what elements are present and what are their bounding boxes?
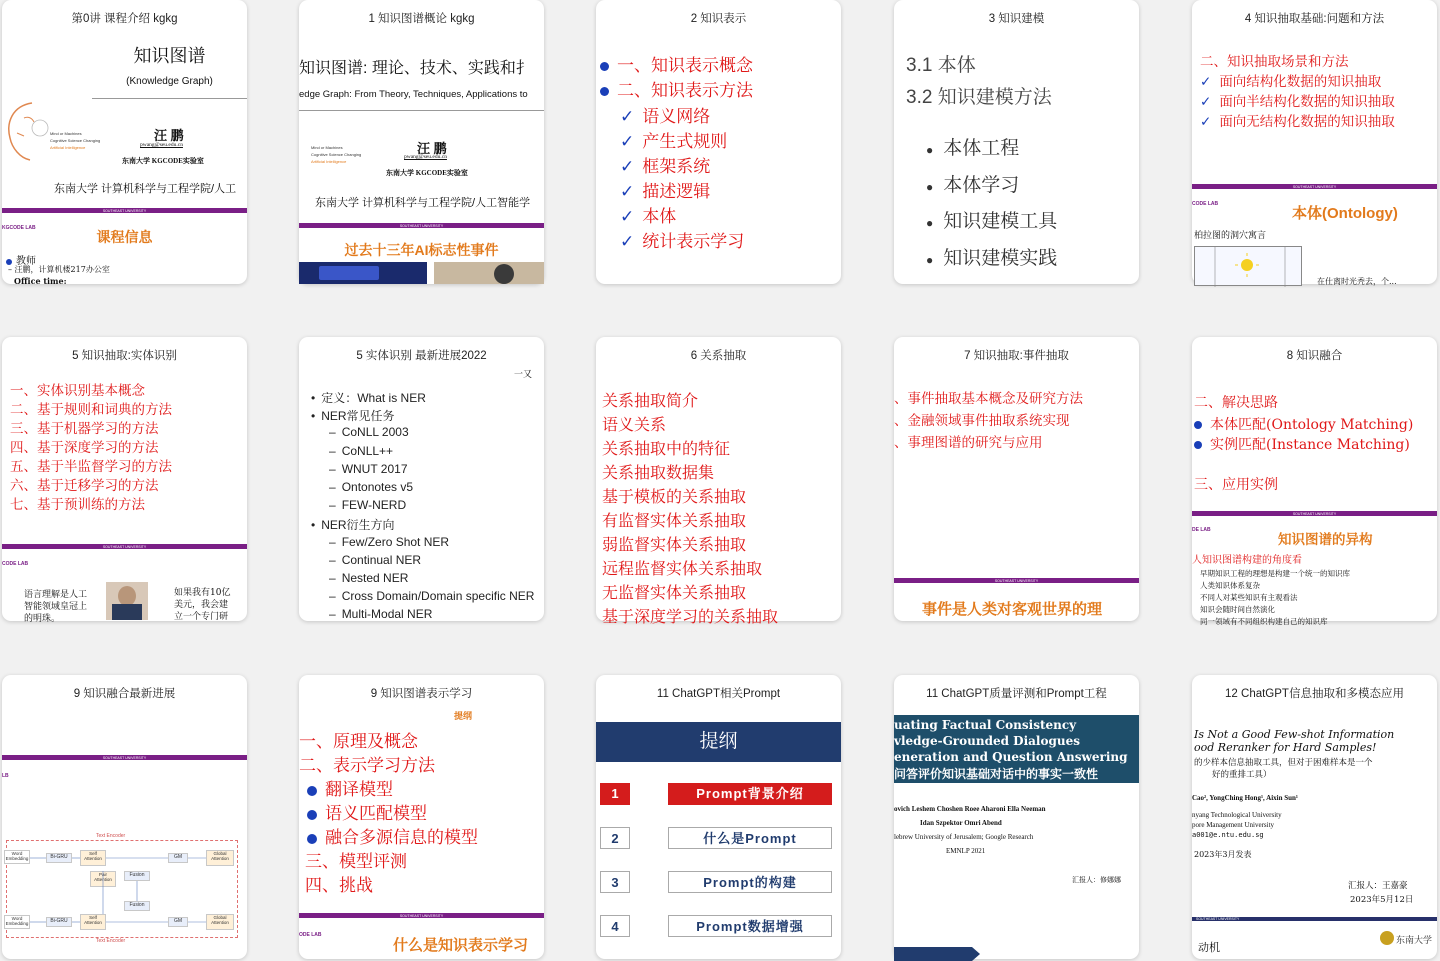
bullet-icon: [600, 62, 609, 71]
bullet-icon: –: [329, 589, 336, 604]
paper-title-cn-1: 的少样本信息抽取工具，但对于困难样本是一个: [1194, 758, 1373, 768]
bullet-text: 定义：What is NER: [321, 391, 426, 405]
card-title: 12 ChatGPT信息抽取和多模态应用: [1225, 688, 1404, 700]
slide-card-11[interactable]: [299, 675, 544, 959]
university-seal-icon: [1380, 931, 1394, 945]
slide-card-9[interactable]: [1192, 337, 1437, 626]
card-title: 4 知识抽取基础:问题和方法: [1244, 13, 1385, 25]
publish-date: 2023年3月发表: [1194, 850, 1252, 859]
bigru-box: Bi-GRU: [46, 853, 72, 863]
univ-label: SOUTHEAST UNIVERSITY: [1292, 185, 1337, 189]
bullet-4: ● 知识建模实践: [926, 248, 1058, 269]
bullet-item: [311, 407, 395, 424]
univ-label: SOUTHEAST UNIVERSITY: [1196, 917, 1240, 921]
check-icon: ✓: [620, 157, 635, 177]
side-text-1: Mind or Machines: [311, 145, 343, 150]
slide-card-0[interactable]: [2, 0, 247, 284]
card-title: 1 知识图谱概论 kgkg: [368, 13, 475, 25]
slide-card-2[interactable]: [596, 0, 841, 284]
sub-item-5: ✓ 本体: [620, 207, 677, 227]
check-icon: ✓: [620, 232, 635, 252]
outline-number: 1: [600, 783, 630, 805]
bullet-text: NER衍生方向: [321, 518, 395, 533]
self-attention-box: Self Attention: [80, 850, 106, 866]
bullet-text: Multi-Modal NER: [341, 607, 433, 622]
item-8: 远程监督实体关系抽取: [602, 559, 763, 578]
affil-1: nyang Technological University: [1192, 811, 1282, 819]
slide-card-6[interactable]: [299, 337, 544, 621]
bullet-icon: –: [329, 552, 336, 567]
item-1: 一、实体识别基本概念: [10, 383, 145, 399]
item-1: ✓ 面向结构化数据的知识抽取: [1200, 74, 1382, 90]
divider: [92, 98, 247, 99]
section-title: 什么是知识表示学习: [393, 937, 529, 954]
paper-venue: EMNLP 2021: [946, 847, 986, 855]
banner-line-3: eneration and Question Answering: [894, 750, 1128, 764]
quote-right-3: 立一个专门研: [174, 612, 229, 622]
banner-line-4: 问答评价知识基础对话中的事实一致性: [894, 767, 1099, 781]
paper-authors: Cao², YongChing Hong¹, Aixin Sun¹: [1192, 794, 1299, 802]
card-title: 9 知识图谱表示学习: [370, 688, 473, 700]
side-text-1: Mind or Machines: [50, 131, 82, 136]
bullet-icon: –: [329, 571, 336, 585]
sub-item-2: 语义匹配模型: [307, 799, 427, 824]
check-icon: ✓: [620, 182, 635, 202]
reporter: 汇报人：王嘉豪: [1348, 881, 1408, 891]
paper-authors: ovich Leshem Choshen Roee Aharoni Ella Neeman: [894, 805, 1046, 813]
outline-label: Prompt的构建: [668, 871, 832, 893]
section-title: 知识图谱的异构: [1278, 532, 1373, 547]
divider: [299, 110, 544, 111]
side-text-3: Artificial Intelligence: [50, 145, 86, 150]
global-attention-box: Global Attention: [206, 850, 234, 866]
check-icon: ✓: [620, 207, 635, 227]
self-attention-box-2: Self Attention: [80, 914, 106, 930]
bullet-icon: ●: [926, 180, 934, 194]
sub-item-3: ✓ 框架系统: [620, 157, 711, 177]
paper-title-1: Is Not a Good Few-shot Information: [1194, 728, 1395, 741]
item-10: 基于深度学习的关系抽取: [602, 607, 779, 626]
item-4: 四、挑战: [305, 876, 373, 896]
slide-card-4[interactable]: [1192, 0, 1437, 284]
slide-card-13[interactable]: [894, 675, 1139, 959]
affil-2: pore Management University: [1192, 821, 1275, 829]
title-banner: [894, 715, 1139, 783]
slide-thumbnail: [1192, 365, 1437, 626]
item-3: 三、基于机器学习的方法: [10, 421, 159, 437]
lab-label: CODE LAB: [1192, 201, 1219, 207]
paper-title-2: ood Reranker for Hard Samples!: [1194, 741, 1377, 754]
item-2: [600, 76, 753, 101]
bullet-icon: –: [329, 461, 336, 476]
check-icon: ✓: [1200, 94, 1212, 110]
arrow-connectors: [2, 840, 242, 940]
org-name: 东南大学 计算机科学与工程学院/人工智能学: [315, 197, 531, 209]
card-title: 3 知识建模: [988, 13, 1045, 25]
univ-label: SOUTHEAST UNIVERSITY: [102, 209, 147, 213]
corner-text: 提纲: [454, 711, 473, 721]
note: 在仕离时光秃去，个...: [1317, 277, 1397, 286]
card-title: 9 知识融合最新进展: [73, 688, 176, 700]
slide-card-8[interactable]: [894, 337, 1139, 621]
sub-item-1: 翻译模型: [307, 775, 393, 800]
teacher-line-text: 汪鹏，计算机楼217办公室: [14, 265, 110, 274]
pair-attention-box: Pair Attention: [90, 871, 116, 887]
bullet-1: ● 本体工程: [926, 138, 1020, 159]
univ-label: SOUTHEAST UNIVERSITY: [1292, 512, 1337, 516]
bullet-text: WNUT 2017: [341, 461, 408, 476]
lab-label: CODE LAB: [2, 561, 29, 567]
section-title: 事件是人类对客观世界的理: [922, 601, 1103, 618]
sub-bullet-item: [329, 480, 413, 494]
quote-right-2: 美元，我会建: [174, 600, 229, 610]
card-title: 8 知识融合: [1286, 350, 1343, 362]
org-name: 东南大学 计算机科学与工程学院/人工: [54, 183, 237, 195]
quote-right-1: 如果我有10亿: [174, 588, 231, 598]
bullet-text: Cross Domain/Domain specific NER: [341, 589, 535, 604]
item-2: 二、表示学习方法: [299, 756, 435, 776]
text-encoder-label: Text Encoder: [96, 833, 126, 839]
lab-label: LB: [2, 773, 9, 779]
item-5: 五、基于半监督学习的方法: [10, 459, 172, 475]
lab-label: DE LAB: [1192, 527, 1211, 533]
slide-thumbnail: [299, 28, 544, 284]
slide-subtitle: (Knowledge Graph): [126, 76, 213, 87]
bullet-icon: [307, 786, 317, 796]
sub-bullet-item: [329, 444, 393, 458]
card-title: 7 知识抽取:事件抽取: [964, 350, 1069, 362]
item-4: 关系抽取数据集: [602, 463, 715, 482]
sub-bullet-item: [329, 589, 534, 603]
sun-icon: [1195, 247, 1303, 287]
office-time: Office time:: [14, 276, 67, 286]
paper-authors-2: Idan Szpektor Omri Abend: [920, 819, 1002, 827]
cave-image: [1194, 246, 1302, 286]
slide-thumbnail: [894, 28, 1139, 284]
side-text-2: Cognitive Science Changing: [50, 138, 101, 143]
line-3: 不同人对某些知识有主观看法: [1200, 593, 1298, 602]
sub-bullet-item: [329, 535, 449, 549]
item-text: 二、知识表示方法: [617, 81, 753, 101]
quote-left-2: 智能领域皇冠上: [24, 602, 88, 612]
line-4: 知识会随时间自然演化: [1200, 605, 1275, 614]
univ-label: SOUTHEAST UNIVERSITY: [399, 914, 444, 918]
item-1: [600, 51, 753, 76]
sub-item-4: ✓ 描述逻辑: [620, 182, 711, 202]
line-5: 同一领域有不同组织构建自己的知识库: [1200, 617, 1328, 626]
bullet-2: ● 本体学习: [926, 175, 1020, 196]
bullet-icon: [307, 834, 317, 844]
item-1: 一、原理及概念: [299, 732, 418, 752]
card-title: 11 ChatGPT相关Prompt: [656, 688, 781, 700]
check-icon: ✓: [1200, 114, 1212, 130]
bullet-icon: ●: [926, 216, 934, 230]
bullet-item: [311, 389, 426, 406]
side-text-2: Cognitive Science Changing: [311, 152, 362, 157]
line-2: 人类知识体系复杂: [1200, 581, 1260, 590]
bullet-icon: [1194, 421, 1202, 429]
bullet-icon: [307, 810, 317, 820]
sub-bullet-item: [329, 498, 406, 512]
side-text-3: Artificial Intelligence: [311, 159, 347, 164]
outline-number: 3: [600, 871, 630, 893]
slide-subtitle: edge Graph: From Theory, Techniques, Applications to: [299, 89, 528, 100]
outline-label: 什么是Prompt: [668, 827, 832, 849]
slide-thumbnail: [894, 703, 1139, 959]
bullet-text: FEW-NERD: [341, 498, 407, 513]
slide-main-title: 知识图谱: 理论、技术、实践和扌: [299, 60, 532, 77]
slide-thumbnail: [1192, 703, 1437, 959]
item-1: 本体匹配(Ontology Matching): [1194, 414, 1413, 434]
gm-box: GM: [168, 853, 188, 863]
check-icon: ✓: [620, 132, 635, 152]
author-email: pwang@seu.edu.cn: [404, 154, 447, 160]
item-3: 、事理图谱的研究与应用: [894, 435, 1043, 451]
banner-line-1: uating Factual Consistency: [894, 718, 1077, 732]
paper-affiliation: lebrew University of Jerusalem; Google Research: [894, 833, 1034, 841]
bullet-text: Nested NER: [341, 571, 409, 585]
fusion-box-2: Fusion: [124, 901, 150, 911]
affil-3: a001@e.ntu.edu.sg: [1192, 831, 1264, 839]
slide-card-14[interactable]: [1192, 675, 1437, 959]
item-1: 关系抽取简介: [602, 391, 699, 410]
slide-main-title: 知识图谱: [133, 46, 206, 66]
item-3: ✓ 面向无结构化数据的知识抽取: [1200, 114, 1395, 130]
card-title: 6 关系抽取: [690, 350, 747, 362]
univ-label: SOUTHEAST UNIVERSITY: [102, 545, 147, 549]
bullet-text: Few/Zero Shot NER: [341, 534, 450, 549]
item-2: 二、基于规则和词典的方法: [10, 402, 172, 418]
slide-thumbnail: [299, 703, 544, 959]
item-2: 、金融领域事件抽取系统实现: [894, 413, 1070, 429]
bullet-text: CoNLL 2003: [341, 425, 409, 440]
item-7: 七、基于预训练的方法: [10, 497, 145, 513]
outline-row: [596, 783, 841, 807]
item-3: 关系抽取中的特征: [602, 439, 731, 458]
corner-text: 一又: [514, 369, 533, 379]
heading: 二、知识抽取场景和方法: [1200, 54, 1349, 70]
item-2: 语义关系: [602, 415, 667, 434]
item-6: 有监督实体关系抽取: [602, 511, 747, 530]
item-2: 实例匹配(Instance Matching): [1194, 434, 1410, 454]
author-name: 汪 鹏: [417, 141, 447, 156]
fusion-box: Fusion: [124, 871, 150, 881]
bullet-icon: –: [329, 425, 336, 440]
word-embedding-box-2: Word Embedding: [4, 915, 30, 929]
slide-thumbnail: [299, 365, 544, 621]
outline-label: Prompt数据增强: [668, 915, 832, 937]
sub-bullet-item: [329, 462, 408, 476]
lab-name: 东南大学 KGCODE实验室: [122, 157, 204, 165]
quote-left-3: 的明珠。: [24, 614, 61, 624]
bullet-icon: [1194, 441, 1202, 449]
section-title: 课程信息: [96, 229, 153, 245]
outline-row: [596, 827, 841, 851]
univ-label: SOUTHEAST UNIVERSITY: [994, 579, 1039, 583]
bullet-icon: •: [311, 518, 316, 533]
card-title: 11 ChatGPT质量评测和Prompt工程: [926, 688, 1107, 700]
teacher-text: 教师: [16, 256, 36, 267]
slide-thumbnail: [1192, 28, 1437, 284]
card-title: 2 知识表示: [690, 13, 747, 25]
event-image: [299, 262, 427, 284]
bullet-icon: –: [329, 498, 336, 513]
slide-card-12[interactable]: [596, 675, 841, 959]
line-1: 早期知识工程的理想是构建一个统一的知识库: [1200, 569, 1350, 578]
outline-row: [596, 915, 841, 939]
slide-card-5[interactable]: [2, 337, 247, 624]
card-title: 5 知识抽取:实体识别: [72, 350, 177, 362]
lab-name: 东南大学 KGCODE实验室: [386, 169, 468, 177]
slide-thumbnail: [2, 703, 247, 959]
slide-thumbnail: [894, 365, 1139, 621]
event-image: [434, 262, 544, 284]
teacher-line: – 汪鹏，计算机楼217办公室: [8, 265, 110, 274]
sub-bullet-item: [329, 553, 421, 567]
bullet-text: CoNLL++: [341, 443, 394, 458]
item-7: 弱监督实体关系抽取: [602, 535, 747, 554]
item-1: 、事件抽取基本概念及研究方法: [894, 391, 1083, 407]
card-title: 第0讲 课程介绍 kgkg: [71, 13, 178, 25]
sub-bullet-item: [329, 571, 408, 585]
bigru-box-2: Bi-GRU: [46, 917, 72, 927]
gm-box-2: GM: [168, 917, 188, 927]
section-title: 本体(Ontology): [1292, 205, 1398, 222]
slide-card-1[interactable]: [299, 0, 544, 284]
item-4: 四、基于深度学习的方法: [10, 440, 159, 456]
heading-2: 3.2 知识建模方法: [906, 87, 1052, 108]
bullet-icon: –: [329, 534, 336, 549]
lab-label: ODE LAB: [299, 932, 322, 938]
bullet-icon: –: [329, 607, 336, 622]
section-title: 动机: [1198, 941, 1220, 954]
slide-thumbnail: [596, 365, 841, 626]
bullet-text: Ontonotes v5: [341, 480, 414, 494]
paper-title-cn-2: 好的重排工具）: [1212, 770, 1272, 780]
global-attention-box-2: Global Attention: [206, 914, 234, 930]
slide-card-7[interactable]: [596, 337, 841, 626]
heading: 二、解决思路: [1194, 395, 1278, 411]
quote-left-1: 语言理解是人工: [24, 590, 88, 600]
report-date: 2023年5月12日: [1350, 895, 1414, 905]
face-illustration-icon: [2, 98, 52, 168]
outline-header: 提纲: [596, 722, 841, 762]
caption: 柏拉图的洞穴寓言: [1194, 231, 1267, 241]
bullet-icon: •: [311, 409, 316, 424]
lab-label: KGCODE LAB: [2, 225, 36, 231]
bullet-icon: ●: [926, 253, 934, 267]
sub-bullet-item: [329, 425, 409, 439]
author-email: pwang@seu.edu.cn: [140, 142, 183, 148]
slide-thumbnail: [2, 28, 247, 284]
slide-thumbnail: [596, 703, 841, 959]
portrait-image: [106, 582, 148, 620]
sub-heading: 人知识图谱构建的角度看: [1192, 555, 1302, 566]
section-title: 过去十三年AI标志性事件: [344, 242, 499, 258]
item-9: 无监督实体关系抽取: [602, 583, 747, 602]
bullet-3: ● 知识建模工具: [926, 211, 1058, 232]
university-logo: 东南大学: [1396, 936, 1433, 946]
check-icon: ✓: [1200, 74, 1212, 90]
item-2: ✓ 面向半结构化数据的知识抽取: [1200, 94, 1395, 110]
bullet-icon: [600, 87, 609, 96]
banner-line-2: vledge-Grounded Dialogues: [894, 734, 1080, 748]
item-text: 一、知识表示概念: [617, 56, 753, 76]
card-title: 5 实体识别 最新进展2022: [356, 350, 487, 362]
outline-number: 4: [600, 915, 630, 937]
slide-thumbnail: [596, 28, 841, 284]
univ-label: SOUTHEAST UNIVERSITY: [399, 224, 444, 228]
slide-thumbnail: [2, 365, 247, 624]
bullet-text: Continual NER: [341, 552, 422, 567]
bullet-text: NER常见任务: [321, 409, 395, 424]
slide-card-3[interactable]: [894, 0, 1139, 284]
bullet-icon: •: [311, 391, 316, 405]
bullet-icon: –: [329, 480, 336, 494]
sub-bullet-item: [329, 607, 432, 621]
check-icon: ✓: [620, 107, 635, 127]
sub-item-3: 融合多源信息的模型: [307, 823, 478, 848]
outline-label: Prompt背景介绍: [668, 783, 832, 805]
heading-1: 3.1 本体: [906, 55, 976, 76]
bullet-icon: ●: [926, 143, 934, 157]
outline-number: 2: [600, 827, 630, 849]
word-embedding-box: Word Embedding: [4, 850, 30, 864]
sub-item-1: ✓ 语义网络: [620, 107, 711, 127]
sub-item-6: ✓ 统计表示学习: [620, 232, 745, 252]
bullet-item: [311, 516, 395, 533]
item-5: 基于模板的关系抽取: [602, 487, 747, 506]
bullet-icon: –: [329, 443, 336, 458]
item-3: 三、模型评测: [305, 852, 407, 872]
slide-card-10[interactable]: [2, 675, 247, 959]
author-name: 汪 鹏: [154, 128, 184, 143]
sub-item-2: ✓ 产生式规则: [620, 132, 728, 152]
outline-row: [596, 871, 841, 895]
heading-2: 三、应用实例: [1194, 477, 1278, 493]
arrow-banner-icon: [894, 947, 984, 961]
reporter: 汇报人：修娜娜: [1072, 877, 1121, 884]
item-6: 六、基于迁移学习的方法: [10, 478, 159, 494]
univ-label: SOUTHEAST UNIVERSITY: [102, 756, 147, 760]
text-decoder-label: Text Encoder: [96, 938, 126, 944]
